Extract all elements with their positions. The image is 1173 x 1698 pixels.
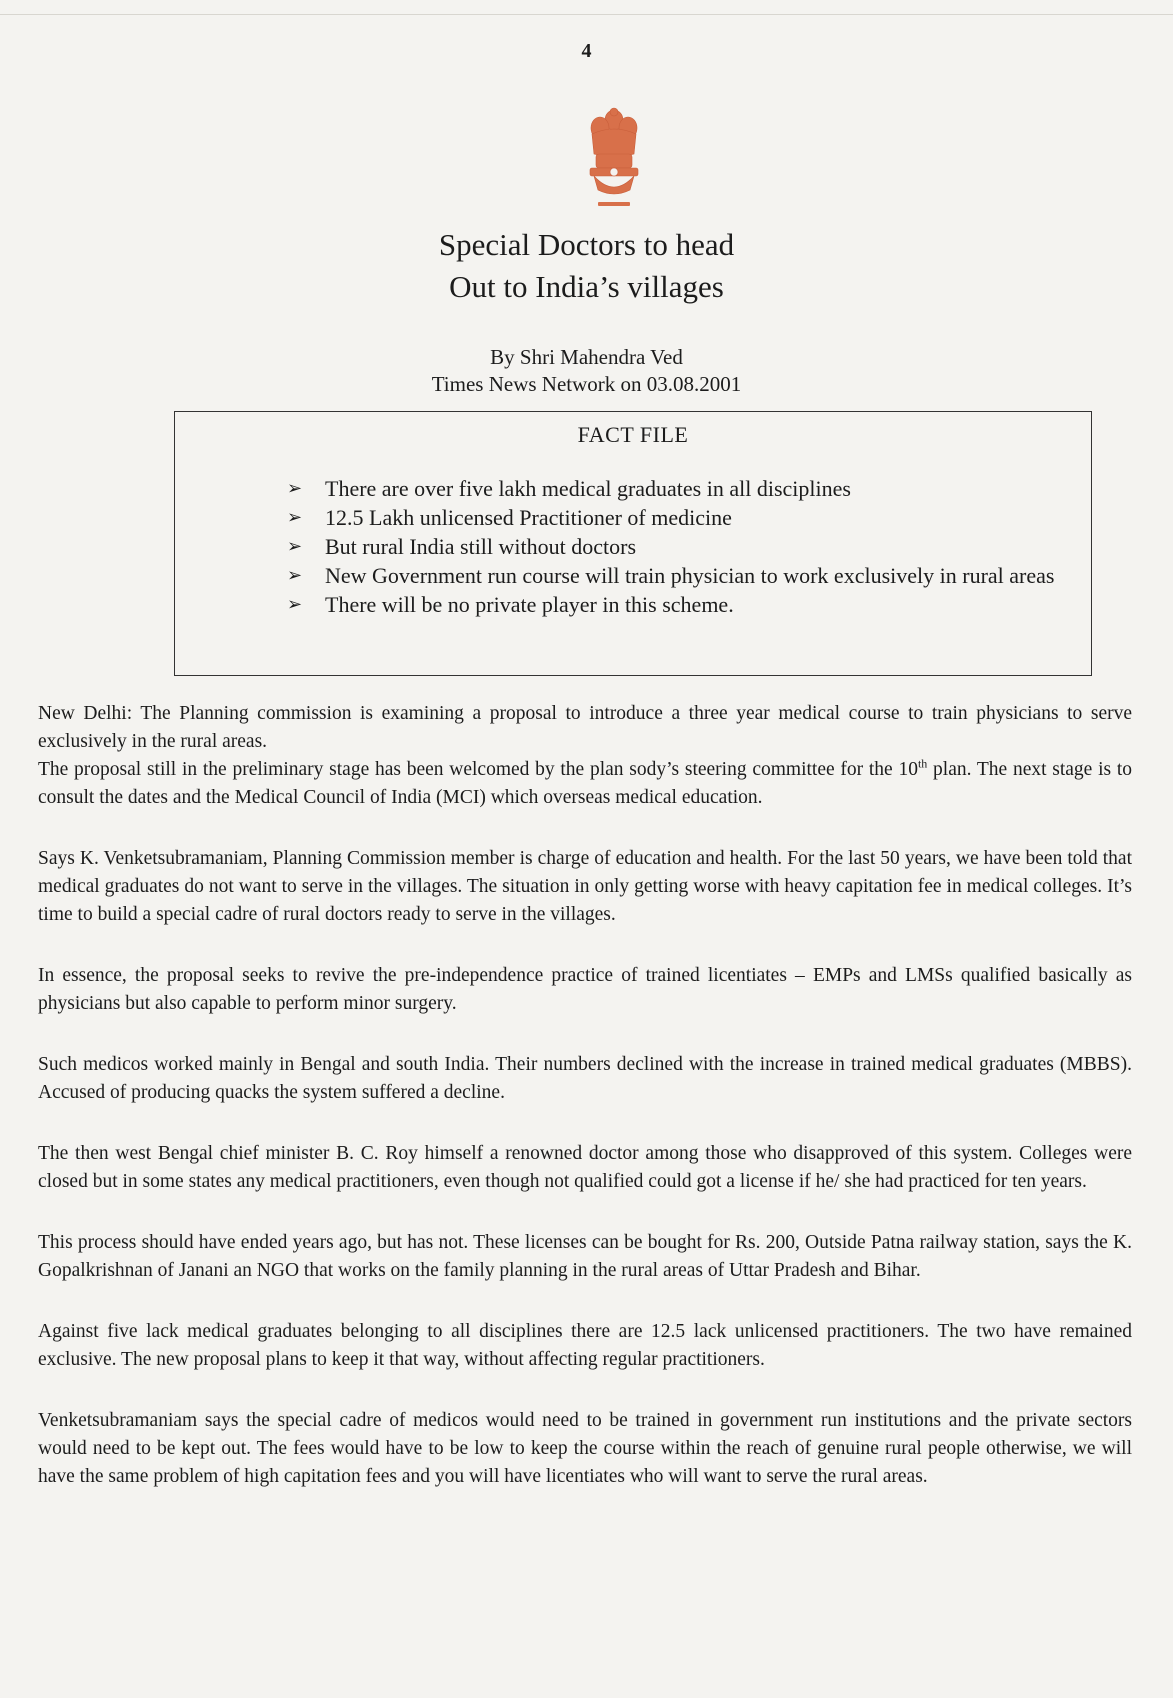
national-emblem-icon bbox=[584, 106, 644, 216]
list-item: ➢ 12.5 Lakh unlicensed Practitioner of medicine bbox=[287, 505, 732, 530]
page-top-edge bbox=[0, 14, 1173, 15]
list-item: ➢ New Government run course will train physician to work exclusively in rural areas bbox=[287, 563, 1055, 588]
title-line-1: Special Doctors to head bbox=[438, 227, 735, 262]
paragraph-4: In essence, the proposal seeks to revive the pre-independence practice of trained licentiates – EMPs and LMSs qualified basically as physicians but also capable to perform minor surgery. bbox=[38, 965, 1132, 1014]
arrow-bullet-icon: ➢ bbox=[287, 594, 303, 614]
byline-source: Times News Network on 03.08.2001 bbox=[431, 372, 742, 396]
title-line-2: Out to India’s villages bbox=[449, 269, 724, 304]
paragraph-8: Against five lack medical graduates belonging to all disciplines there are 12.5 lack unlicensed practitioners. The two have remained exclusive. The new proposal plans to keep it that way, without affecting regular practitioners. bbox=[38, 1321, 1132, 1370]
arrow-bullet-icon: ➢ bbox=[287, 565, 303, 585]
article-title bbox=[0, 224, 1173, 308]
paragraph-5: Such medicos worked mainly in Bengal and south India. Their numbers declined with the increase in trained medical graduates (MBBS). Accused of producing quacks the system suffered a decline. bbox=[38, 1054, 1132, 1103]
paragraph-6: The then west Bengal chief minister B. C. Roy himself a renowned doctor among those who disapproved of this system. Colleges were closed but in some states any medical practitioners, even though not qualified could got a license if he/ she had practiced for ten years. bbox=[38, 1143, 1132, 1192]
article-body bbox=[38, 700, 1132, 1524]
byline-author: By Shri Mahendra Ved bbox=[490, 345, 683, 369]
list-item: ➢ But rural India still without doctors bbox=[287, 534, 637, 559]
paragraph-1: New Delhi: The Planning commission is examining a proposal to introduce a three year medical course to train physicians to serve exclusively in the rural areas. bbox=[38, 703, 1132, 752]
paragraph-3: Says K. Venketsubramaniam, Planning Commission member is charge of education and health. For the last 50 years, we have been told that medical graduates do not want to serve in the villages. The situation in only getting worse with heavy capitation fee in medical colleges. It’s time to build a special cadre of rural doctors ready to serve in the villages. bbox=[38, 848, 1132, 925]
list-item: ➢ There are over five lakh medical graduates in all disciplines bbox=[287, 476, 851, 501]
fact-file-box bbox=[174, 411, 1092, 676]
arrow-bullet-icon: ➢ bbox=[287, 507, 303, 527]
paragraph-9: Venketsubramaniam says the special cadre of medicos would need to be trained in government run institutions and the private sectors would need to be kept out. The fees would have to be low to keep the course within the reach of genuine rural people otherwise, we will have the same problem of high capitation fees and you will have licentiates who will want to serve the rural areas. bbox=[38, 1410, 1132, 1487]
paragraph-7: This process should have ended years ago, but has not. These licenses can be bought for Rs. 200, Outside Patna railway station, says the K. Gopalkrishnan of Janani an NGO that works on the family planning in the rural areas of Uttar Pradesh and Bihar. bbox=[38, 1232, 1132, 1281]
arrow-bullet-icon: ➢ bbox=[287, 536, 303, 556]
paragraph-2: The proposal still in the preliminary stage has been welcomed by the plan sody’s steering committee for the 10th plan. The next stage is to consult the dates and the Medical Council of India (MCI) which overseas medical education. bbox=[38, 756, 1132, 808]
fact-file-heading: FACT FILE bbox=[577, 422, 689, 447]
page-number: 4 bbox=[581, 40, 592, 62]
list-item: ➢ There will be no private player in this scheme. bbox=[287, 592, 734, 617]
byline bbox=[0, 344, 1173, 398]
fact-file-list bbox=[175, 474, 1091, 619]
arrow-bullet-icon: ➢ bbox=[287, 478, 303, 498]
